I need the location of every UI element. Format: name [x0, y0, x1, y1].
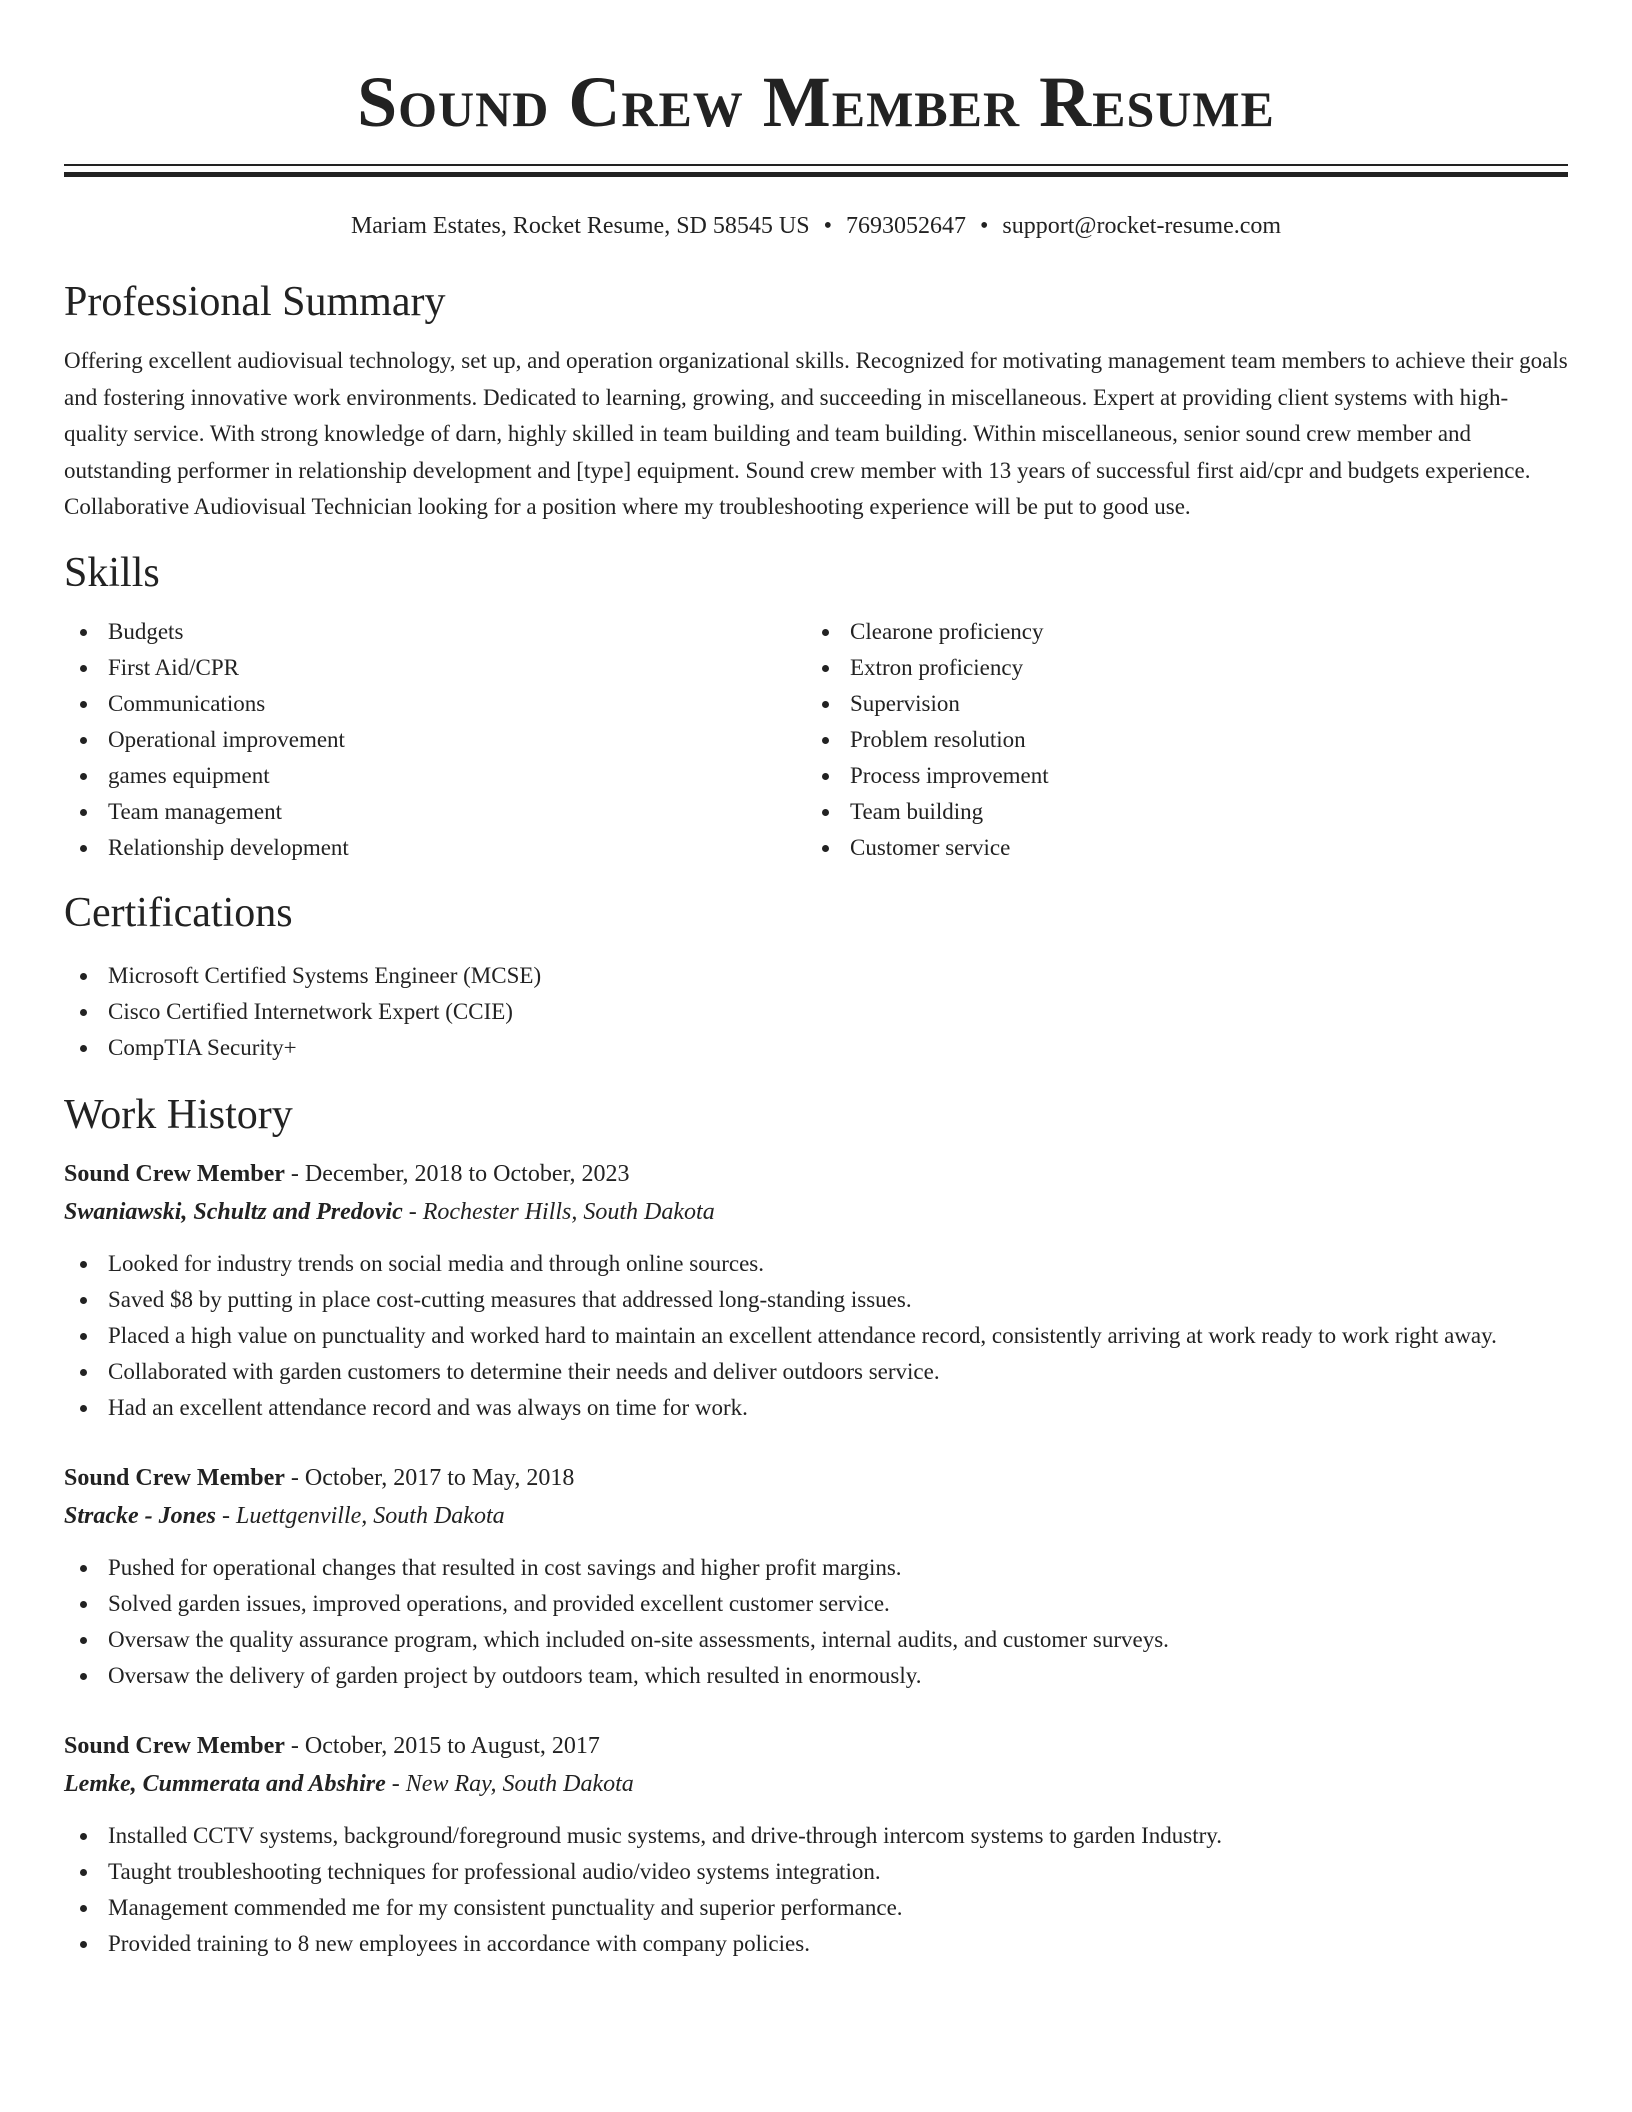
- job-location: Luettgenville, South Dakota: [236, 1502, 505, 1529]
- job-dash: -: [402, 1198, 423, 1225]
- job-entry: [64, 1156, 1568, 1426]
- job-company-line: [64, 1764, 1568, 1804]
- resume-title: Sound Crew Member Resume: [357, 62, 1275, 142]
- certifications-list: [64, 958, 1568, 1066]
- job-company: Stracke - Jones: [64, 1502, 216, 1529]
- work-history-heading: Work History: [64, 1091, 293, 1138]
- contact-separator: •: [979, 213, 989, 239]
- job-bullet-list: [64, 1246, 1568, 1426]
- job-bullet: Pushed for operational changes that resulted in cost savings and higher profit margins.: [64, 1550, 1568, 1586]
- job-bullet: Provided training to 8 new employees in accordance with company policies.: [64, 1926, 1568, 1962]
- skill-item: Budgets: [64, 614, 806, 650]
- job-dates: October, 2017 to May, 2018: [304, 1464, 575, 1491]
- job-dates: December, 2018 to October, 2023: [304, 1160, 630, 1187]
- job-title: Sound Crew Member: [64, 1160, 285, 1187]
- job-location: Rochester Hills, South Dakota: [422, 1198, 715, 1225]
- job-bullet: Installed CCTV systems, background/foreground music systems, and drive-through intercom systems to garden Industry.: [64, 1818, 1568, 1854]
- job-bullet: Taught troubleshooting techniques for professional audio/video systems integration.: [64, 1854, 1568, 1890]
- skill-item: Team building: [806, 794, 1548, 830]
- skill-item: Process improvement: [806, 758, 1548, 794]
- job-bullet: Solved garden issues, improved operations, and provided excellent customer service.: [64, 1586, 1568, 1622]
- certifications-heading: Certifications: [64, 889, 293, 936]
- skill-item: First Aid/CPR: [64, 650, 806, 686]
- job-dates: October, 2015 to August, 2017: [304, 1732, 600, 1759]
- title-divider-thin: [64, 164, 1568, 166]
- skills-columns: [64, 614, 1568, 866]
- contact-email: support@rocket-resume.com: [1002, 213, 1282, 239]
- contact-line: [64, 209, 1568, 243]
- summary-text: Offering excellent audiovisual technology, set up, and operation organizational skills. Recognized for motivating management team members to achieve their goals and fostering innovative work environments. Dedicated to learning, growing, and succeeding in miscellaneous. Expert at providing client systems with high-quality service. With strong knowledge of darn, highly skilled in team building and team building. Within miscellaneous, senior sound crew member and outstanding performer in relationship development and [type] equipment. Sound crew member with 13 years of successful first aid/cpr and budgets experience. Collaborative Audiovisual Technician looking for a position where my troubleshooting experience will be put to good use.: [64, 348, 1568, 519]
- title-divider-thick: [64, 172, 1568, 177]
- certification-item: Cisco Certified Internetwork Expert (CCIE): [64, 994, 1568, 1030]
- certification-item: Microsoft Certified Systems Engineer (MCSE): [64, 958, 1568, 994]
- job-bullet: Looked for industry trends on social media and through online sources.: [64, 1246, 1568, 1282]
- job-bullet: Oversaw the delivery of garden project by outdoors team, which resulted in enormously.: [64, 1658, 1568, 1694]
- summary-heading: Professional Summary: [64, 279, 446, 325]
- job-dash: -: [284, 1464, 305, 1491]
- job-entry: [64, 1728, 1568, 1962]
- job-title-line: [64, 1728, 1568, 1764]
- skill-item: Communications: [64, 686, 806, 722]
- contact-address: Mariam Estates, Rocket Resume, SD 58545 US: [350, 213, 810, 239]
- skill-item: games equipment: [64, 758, 806, 794]
- job-bullet: Management commended me for my consistent punctuality and superior performance.: [64, 1890, 1568, 1926]
- job-title: Sound Crew Member: [64, 1464, 285, 1491]
- job-company: Lemke, Cummerata and Abshire: [64, 1770, 386, 1797]
- job-dash: -: [385, 1770, 406, 1797]
- job-dash: -: [284, 1160, 305, 1187]
- job-title-line: [64, 1156, 1568, 1192]
- skill-item: Extron proficiency: [806, 650, 1548, 686]
- skill-item: Relationship development: [64, 830, 806, 866]
- job-dash: -: [284, 1732, 305, 1759]
- skills-list-left: [64, 614, 806, 866]
- skill-item: Customer service: [806, 830, 1548, 866]
- skill-item: Supervision: [806, 686, 1548, 722]
- skills-list-right: [806, 614, 1548, 866]
- job-bullet: Had an excellent attendance record and was always on time for work.: [64, 1390, 1568, 1426]
- job-entry: [64, 1460, 1568, 1694]
- job-bullet: Saved $8 by putting in place cost-cutting measures that addressed long-standing issues.: [64, 1282, 1568, 1318]
- skill-item: Operational improvement: [64, 722, 806, 758]
- job-dash: -: [216, 1502, 236, 1529]
- job-bullet-list: [64, 1818, 1568, 1962]
- contact-phone: 7693052647: [845, 213, 966, 239]
- job-bullet: Placed a high value on punctuality and worked hard to maintain an excellent attendance record, consistently arriving at work ready to work right away.: [64, 1318, 1568, 1354]
- contact-separator: •: [823, 213, 832, 239]
- job-bullet: Oversaw the quality assurance program, which included on-site assessments, internal audits, and customer surveys.: [64, 1622, 1568, 1658]
- job-title-line: [64, 1460, 1568, 1496]
- certification-item: CompTIA Security+: [64, 1030, 1568, 1066]
- job-bullet-list: [64, 1550, 1568, 1694]
- job-company-line: [64, 1192, 1568, 1232]
- skill-item: Team management: [64, 794, 806, 830]
- skill-item: Clearone proficiency: [806, 614, 1548, 650]
- skill-item: Problem resolution: [806, 722, 1548, 758]
- job-bullet: Collaborated with garden customers to determine their needs and deliver outdoors service.: [64, 1354, 1568, 1390]
- job-company: Swaniawski, Schultz and Predovic: [64, 1198, 403, 1225]
- skills-heading: Skills: [64, 549, 160, 596]
- job-company-line: [64, 1496, 1568, 1536]
- job-title: Sound Crew Member: [64, 1732, 285, 1759]
- job-location: New Ray, South Dakota: [405, 1770, 634, 1797]
